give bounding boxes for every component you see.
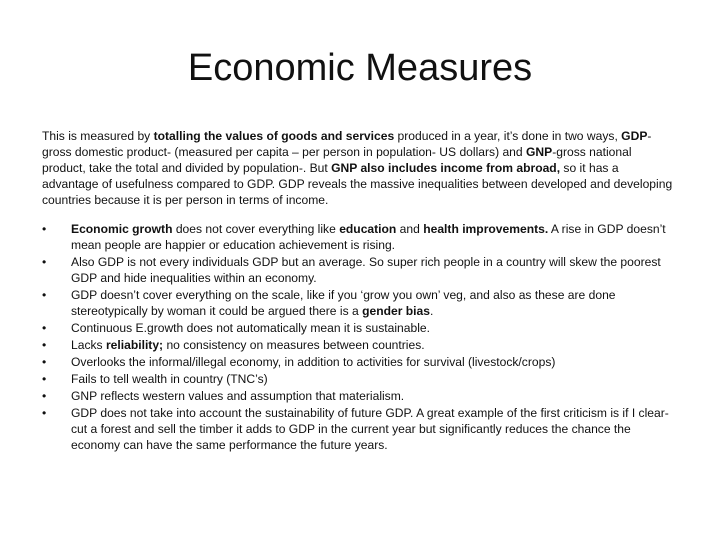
bullet-icon: • <box>42 288 47 302</box>
bullet-icon: • <box>42 321 47 335</box>
text-run: and <box>396 222 424 236</box>
bullet-icon: • <box>42 355 47 369</box>
list-item-text <box>71 389 404 403</box>
intro-paragraph <box>42 128 678 208</box>
criticism-list <box>42 221 682 454</box>
list-item <box>42 354 682 370</box>
bold-text-run: totalling the values of goods and services <box>153 129 395 143</box>
list-item <box>42 388 682 404</box>
bullet-icon: • <box>42 338 47 352</box>
text-run: produced in a year, it’s done in two ways, <box>394 129 622 143</box>
list-item <box>42 405 682 453</box>
list-item-text <box>71 222 666 252</box>
slide-title: Economic Measures <box>187 47 533 89</box>
text-run: Continuous E.growth does not automatically mean it is sustainable. <box>71 321 430 335</box>
list-item-text <box>71 338 425 352</box>
bold-text-run: health improvements. <box>423 222 549 236</box>
text-run: This is measured by <box>42 129 154 143</box>
list-item <box>42 320 682 336</box>
bold-text-run: Economic growth <box>71 222 173 236</box>
text-run: so it has a advantage of usefulness compared to GDP. GDP reveals the massive inequalities between developed and developing countries because it is per person in terms of income. <box>42 161 673 207</box>
list-item-text <box>71 372 268 386</box>
text-run: does not cover everything like <box>172 222 340 236</box>
bold-text-run: GNP <box>526 145 553 159</box>
list-item <box>42 287 682 319</box>
bullet-icon: • <box>42 406 47 420</box>
bullet-icon: • <box>42 389 47 403</box>
bold-text-run: education <box>339 222 397 236</box>
list-item <box>42 371 682 387</box>
bold-text-run: GNP also includes income from abroad, <box>331 161 561 175</box>
bold-text-run: reliability; <box>105 338 164 352</box>
bold-text-run: gender bias <box>362 304 430 318</box>
text-run: GNP reflects western values and assumption that materialism. <box>71 389 405 403</box>
text-run: . <box>429 304 434 318</box>
list-item <box>42 337 682 353</box>
text-run: Fails to tell wealth in country (TNC’s) <box>71 372 268 386</box>
bullet-icon: • <box>42 222 47 236</box>
list-item-text <box>71 255 661 285</box>
text-run: Lacks <box>71 338 106 352</box>
text-run: -gross national product, take the total and divided by population-. But <box>42 145 632 175</box>
list-item <box>42 221 682 253</box>
text-run: GDP does not take into account the sustainability of future GDP. A great example of the first criticism is if I clear-cut a forest and sell the timber it adds to GDP in the current year but significantly reduces the chance the economy can have the same performance the future years. <box>71 406 669 452</box>
list-item-text <box>71 355 555 369</box>
list-item-text <box>71 288 616 318</box>
text-run: A rise in GDP doesn’t mean people are happier or education achievement is rising. <box>71 222 666 252</box>
list-item <box>42 254 682 286</box>
bold-text-run: GDP <box>621 129 648 143</box>
text-run: Overlooks the informal/illegal economy, in addition to activities for survival (livestock/crops) <box>71 355 556 369</box>
text-run: GDP doesn’t cover everything on the scale, like if you ‘grow you own’ veg, and also as these are done stereotypically by woman it could be argued there is a <box>71 288 616 318</box>
list-item-text <box>71 321 430 335</box>
text-run: - gross domestic product- (measured per capita – per person in population- US dollars) and <box>42 129 652 159</box>
text-run: Also GDP is not every individuals GDP but an average. So super rich people in a country will skew the poorest GDP and hide inequalities within an economy. <box>71 255 661 285</box>
bullet-icon: • <box>42 255 47 269</box>
text-run: no consistency on measures between countries. <box>163 338 425 352</box>
bullet-icon: • <box>42 372 47 386</box>
list-item-text <box>71 406 669 452</box>
